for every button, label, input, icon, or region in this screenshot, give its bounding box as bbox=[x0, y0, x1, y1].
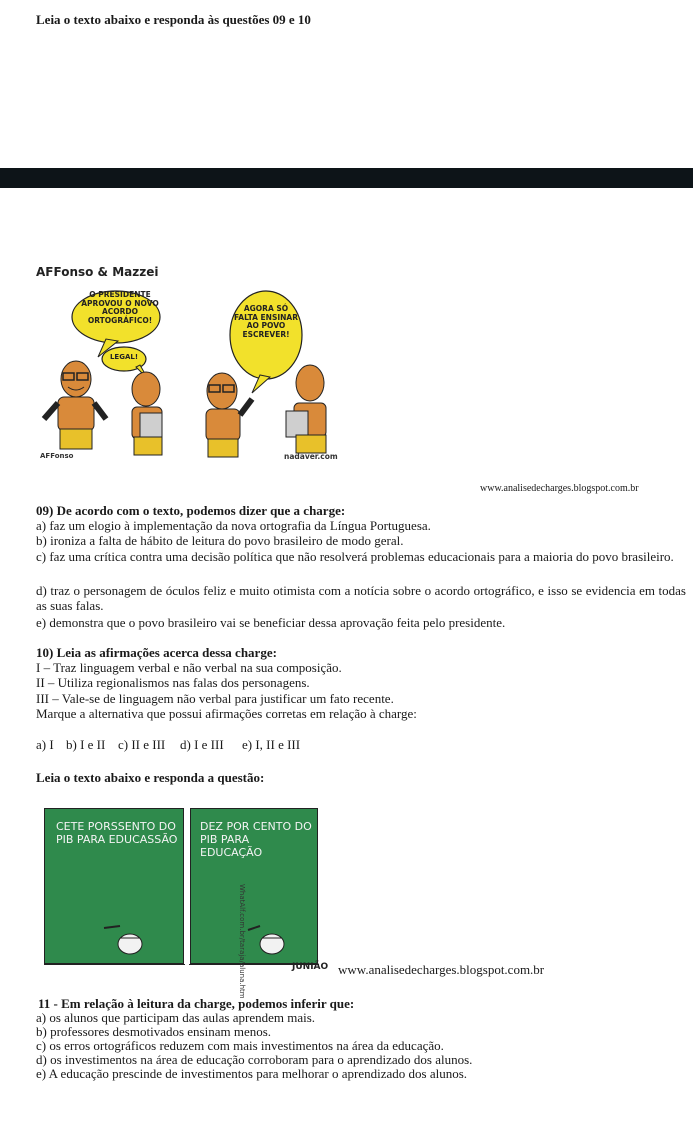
balloon-legal-text: LEGAL! bbox=[109, 353, 139, 361]
q10-option-a: a) I bbox=[36, 737, 54, 752]
q09-option-b: b) ironiza a falta de hábito de leitura do povo brasileiro de modo geral. bbox=[36, 533, 404, 548]
q11-option-d: d) os investimentos na área de educação corroboram para o aprendizado dos alunos. bbox=[36, 1052, 473, 1067]
q11-option-e: e) A educação prescinde de investimentos para melhorar o aprendizado dos alunos. bbox=[36, 1066, 468, 1081]
q09-option-e: e) demonstra que o povo brasileiro vai se beneficiar dessa aprovação feita pelo presidente. bbox=[36, 615, 506, 630]
q11-prompt: 11 - Em relação à leitura da charge, podemos inferir que: bbox=[38, 996, 355, 1011]
q10-option-b: b) I e II bbox=[66, 737, 106, 752]
chalkboard-right-text: DEZ POR CENTO DO PIB PARA EDUCAÇÃO bbox=[200, 820, 312, 859]
q11-option-c: c) os erros ortográficos reduzem com mais investimentos na área da educação. bbox=[36, 1038, 444, 1053]
character-newspaper-right bbox=[286, 365, 326, 453]
q09-prompt: 09) De acordo com o texto, podemos dizer que a charge: bbox=[36, 503, 346, 518]
student-right bbox=[260, 934, 284, 954]
q09-option-a: a) faz um elogio à implementação da nova ortografia da Língua Portuguesa. bbox=[36, 518, 431, 533]
page1-instruction: Leia o texto abaixo e responda às questões 09 e 10 bbox=[36, 12, 311, 27]
q11-option-b: b) professores desmotivados ensinam menos. bbox=[36, 1024, 272, 1039]
cartoon2-signature: JUNIÃO bbox=[292, 962, 329, 972]
cartoon1-site: nadaver.com bbox=[284, 452, 338, 461]
cartoon2-vertical-site: WhatAlf.com.br/taraja/aluna.htm bbox=[238, 884, 246, 999]
q10-option-d: d) I e III bbox=[180, 737, 224, 752]
character-glasses-left bbox=[44, 361, 106, 449]
page-separator bbox=[0, 168, 693, 188]
cartoon-acordo-ortografico bbox=[36, 265, 366, 465]
cartoon2-source: www.analisedecharges.blogspot.com.br bbox=[338, 962, 545, 977]
q10-statement-2: II – Utiliza regionalismos nas falas dos personagens. bbox=[36, 675, 310, 690]
cartoon1-source: www.analisedecharges.blogspot.com.br bbox=[480, 483, 639, 494]
q09-option-d: d) traz o personagem de óculos feliz e muito otimista com a notícia sobre o acordo ortográfico, e isso se evidencia em todas as suas falas. bbox=[36, 583, 686, 613]
character-newspaper-left bbox=[132, 372, 162, 455]
cartoon-pib-educacao bbox=[44, 808, 338, 999]
chalkboard-left-text: CETE PORSSENTO DO PIB PARA EDUCASSÃO bbox=[56, 820, 178, 846]
cartoon1-signature: AFFonso bbox=[40, 452, 74, 460]
cartoon-authors: AFFonso & Mazzei bbox=[36, 265, 159, 279]
q10-instruction: Marque a alternativa que possui afirmações corretas em relação à charge: bbox=[36, 706, 417, 721]
q10-option-e: e) I, II e III bbox=[242, 737, 301, 752]
student-left bbox=[118, 934, 142, 954]
q10-option-c: c) II e III bbox=[118, 737, 166, 752]
balloon-right-text: AGORA SÓ FALTA ENSINAR AO POVO ESCREVER! bbox=[234, 304, 299, 339]
q11-option-a: a) os alunos que participam das aulas aprendem mais. bbox=[36, 1010, 316, 1025]
section-title: Leia o texto abaixo e responda a questão: bbox=[36, 770, 265, 785]
q09-option-c: c) faz uma crítica contra uma decisão política que não resolverá problemas educacionais para a maioria do povo brasileiro. bbox=[36, 549, 674, 564]
q10-prompt: 10) Leia as afirmações acerca dessa charge: bbox=[36, 645, 277, 660]
balloon-left-text: O PRESIDENTE APROVOU O NOVO ACORDO ORTOGRÁFICO! bbox=[81, 290, 159, 325]
character-glasses-right bbox=[206, 373, 252, 457]
q10-statement-3: III – Vale-se de linguagem não verbal para justificar um fato recente. bbox=[36, 691, 394, 706]
q10-statement-1: I – Traz linguagem verbal e não verbal na sua composição. bbox=[36, 660, 342, 675]
